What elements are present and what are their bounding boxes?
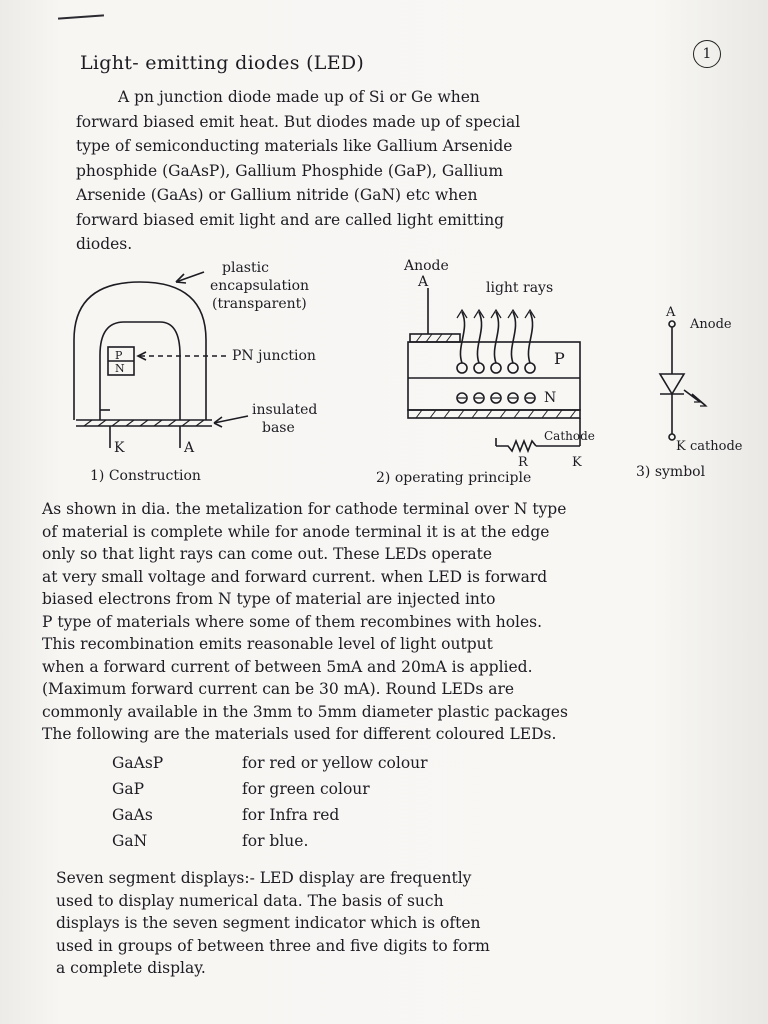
material-name: GaAsP: [112, 754, 164, 772]
symbol-k-label: K: [676, 439, 686, 454]
material-colour: for blue.: [242, 832, 309, 850]
intro-line: Arsenide (GaAs) or Gallium nitride (GaN) etc when: [76, 186, 478, 204]
material-row: [112, 776, 542, 802]
pn-junction-label: PN junction: [232, 348, 316, 364]
encapsulation-outline: [74, 282, 206, 420]
encapsulation-label-1: plastic: [222, 260, 269, 276]
material-name: GaP: [112, 780, 145, 798]
materials-list: [112, 750, 542, 854]
material-row: [112, 750, 542, 776]
symbol-labels: [636, 305, 743, 480]
seven-segment-line: Seven segment displays:- LED display are frequently: [56, 869, 472, 887]
diode-triangle: [660, 374, 684, 394]
explanation-line: at very small voltage and forward current. when LED is forward: [42, 567, 548, 586]
material-row: [112, 828, 542, 854]
lead-a-label: A: [184, 440, 195, 456]
resistor-r-label: R: [518, 455, 528, 470]
symbol-cathode-label: cathode: [690, 439, 743, 454]
seven-segment-line: a complete display.: [56, 959, 206, 977]
p-region-label: P: [115, 349, 123, 362]
seven-segment-line: used to display numerical data. The basis of such: [56, 891, 444, 910]
intro-line: forward biased emit light and are called light emitting: [76, 210, 505, 229]
operating-caption: 2) operating principle: [376, 470, 532, 486]
cathode-label: Cathode: [544, 429, 595, 443]
material-colour: for red or yellow colour: [242, 754, 428, 772]
construction-caption: 1) Construction: [90, 468, 201, 484]
explanation-line: commonly available in the 3mm to 5mm diameter plastic packages: [42, 702, 568, 721]
symbol-caption: 3) symbol: [636, 464, 706, 480]
page-title: Light- emitting diodes (LED): [80, 52, 365, 74]
light-rays-label: light rays: [486, 280, 554, 296]
explanation-line: when a forward current of between 5mA and 20mA is applied.: [42, 657, 533, 676]
pen-mark: [58, 14, 104, 19]
construction-labels: [90, 260, 317, 484]
encapsulation-label-3: (transparent): [212, 296, 307, 312]
material-colour: for Infra red: [242, 806, 340, 824]
intro-line: forward biased emit heat. But diodes made up of special: [76, 112, 521, 131]
p-layer-label: P: [554, 349, 565, 368]
anode-a-label: A: [418, 274, 429, 290]
explanation-line: of material is complete while for anode terminal it is at the edge: [42, 522, 550, 541]
operating-diagram: [408, 288, 580, 451]
symbol-anode-label: Anode: [690, 317, 732, 332]
n-layer-label: N: [544, 390, 557, 406]
seven-segment-line: used in groups of between three and five digits to form: [56, 936, 490, 955]
explanation-line: As shown in dia. the metalization for cathode terminal over N type: [42, 500, 567, 518]
explanation-line: The following are the materials used for different coloured LEDs.: [42, 725, 557, 743]
anode-label: Anode: [404, 258, 449, 274]
encapsulation-label-2: encapsulation: [210, 278, 310, 294]
explanation-line: biased electrons from N type of material are injected into: [42, 590, 496, 608]
lead-k-label: K: [114, 440, 125, 456]
led-symbol: [660, 321, 706, 440]
insulated-base-label-1: insulated: [252, 402, 318, 418]
explanation-line: This recombination emits reasonable level of light output: [42, 635, 493, 653]
material-row: [112, 802, 542, 828]
led-diagrams: [0, 250, 768, 490]
material-name: GaN: [112, 832, 148, 850]
material-colour: for green colour: [242, 780, 370, 798]
seven-segment-paragraph: [56, 867, 736, 980]
insulated-base-label-2: base: [262, 420, 295, 436]
cathode-k-label: K: [572, 455, 582, 470]
intro-line: diodes.: [76, 235, 133, 253]
symbol-a-label: A: [666, 305, 676, 320]
intro-line: type of semiconducting materials like Gallium Arsenide: [76, 137, 513, 155]
inner-dome: [100, 322, 180, 420]
operating-labels: [376, 258, 595, 486]
intro-paragraph: [76, 85, 716, 257]
explanation-paragraph: [42, 498, 742, 746]
material-name: GaAs: [112, 806, 153, 824]
explanation-line: P type of materials where some of them recombines with holes.: [42, 612, 543, 631]
intro-line: A pn junction diode made up of Si or Ge when: [118, 88, 480, 106]
page-number: 1: [693, 40, 721, 68]
explanation-line: only so that light rays can come out. These LEDs operate: [42, 545, 493, 563]
explanation-line: (Maximum forward current can be 30 mA). Round LEDs are: [42, 680, 515, 698]
n-region-label: N: [115, 362, 125, 375]
seven-segment-line: displays is the seven segment indicator which is often: [56, 914, 481, 932]
intro-line: phosphide (GaAsP), Gallium Phosphide (GaP), Gallium: [76, 161, 504, 180]
